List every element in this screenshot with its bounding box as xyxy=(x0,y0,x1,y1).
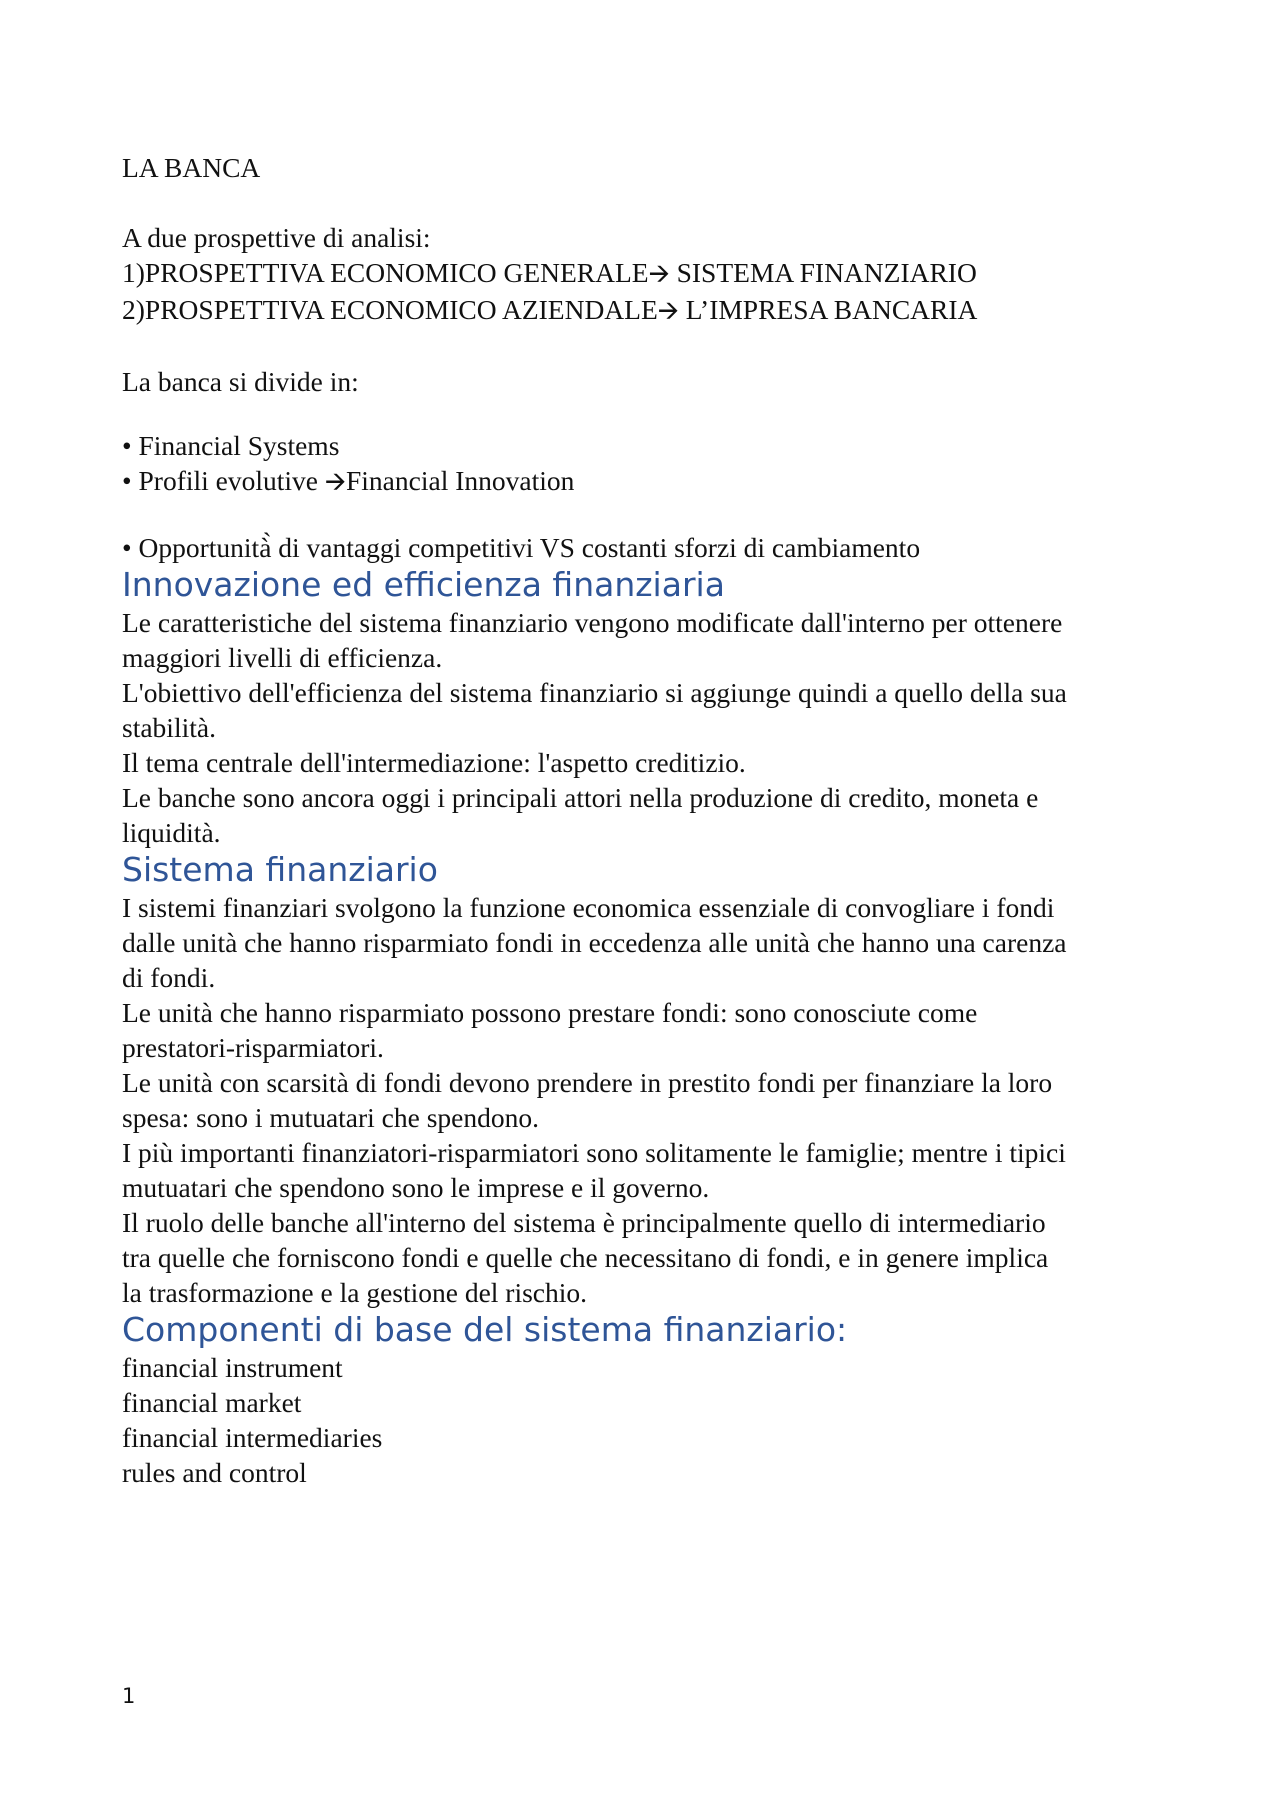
paragraph-line: tra quelle che forniscono fondi e quelle che necessitano di fondi, e in genere implica xyxy=(122,1242,1049,1273)
paragraph-line: dalle unità che hanno risparmiato fondi in eccedenza alle unità che hanno una carenza xyxy=(122,927,1067,958)
right-arrow-icon: 🡪 xyxy=(648,259,670,289)
perspective-2 xyxy=(122,292,1182,329)
paragraph-line: di fondi. xyxy=(122,962,216,993)
bullet-item: • Financial Systems xyxy=(122,430,340,461)
perspective-2-prefix: 2)PROSPETTIVA ECONOMICO AZIENDALE xyxy=(122,294,658,325)
paragraph-line: I più importanti finanziatori-risparmiatori sono solitamente le famiglie; mentre i tipici xyxy=(122,1137,1066,1168)
paragraph-line: mutuatari che spendono sono le imprese e il governo. xyxy=(122,1172,710,1203)
list-item: financial instrument xyxy=(122,1352,343,1383)
paragraph-line: stabilità. xyxy=(122,712,216,743)
divide-label: La banca si divide in: xyxy=(122,366,359,397)
bullet-item-target: Financial Innovation xyxy=(346,465,575,496)
paragraph-line: maggiori livelli di efficienza. xyxy=(122,642,443,673)
section-heading: Innovazione ed efficienza finanziaria xyxy=(122,565,725,604)
paragraph-line: I sistemi finanziari svolgono la funzione economica essenziale di convogliare i fondi xyxy=(122,892,1055,923)
document-title: LA BANCA xyxy=(122,152,261,183)
list-item: rules and control xyxy=(122,1457,307,1488)
paragraph-line: Le unità con scarsità di fondi devono prendere in prestito fondi per finanziare la loro xyxy=(122,1067,1053,1098)
paragraph-line: Il ruolo delle banche all'interno del sistema è principalmente quello di intermediario xyxy=(122,1207,1046,1238)
page-content xyxy=(122,150,1182,1490)
perspective-1-target: SISTEMA FINANZIARIO xyxy=(669,257,977,288)
perspective-2-target: L’IMPRESA BANCARIA xyxy=(678,294,978,325)
paragraph-line: L'obiettivo dell'efficienza del sistema finanziario si aggiunge quindi a quello della sua xyxy=(122,677,1067,708)
section-heading: Componenti di base del sistema finanziario: xyxy=(122,1310,848,1349)
paragraph-line: la trasformazione e la gestione del rischio. xyxy=(122,1277,588,1308)
paragraph-line: Le caratteristiche del sistema finanziario vengono modificate dall'interno per ottenere xyxy=(122,607,1063,638)
list-item: financial market xyxy=(122,1387,302,1418)
bullet-item: • Opportunità̀ di vantaggi competitivi VS costanti sforzi di cambiamento xyxy=(122,532,921,563)
bullet-item-prefix: • Profili evolutive xyxy=(122,465,325,496)
right-arrow-icon: 🡪 xyxy=(324,467,346,497)
page-number: 1 xyxy=(122,1684,136,1708)
perspective-1-prefix: 1)PROSPETTIVA ECONOMICO GENERALE xyxy=(122,257,649,288)
intro-lead: A due prospettive di analisi: xyxy=(122,222,431,253)
paragraph-line: liquidità. xyxy=(122,817,221,848)
paragraph-line: Le unità che hanno risparmiato possono prestare fondi: sono conosciute come xyxy=(122,997,978,1028)
paragraph-line: spesa: sono i mutuatari che spendono. xyxy=(122,1102,539,1133)
paragraph-line: Le banche sono ancora oggi i principali attori nella produzione di credito, moneta e xyxy=(122,782,1039,813)
section-heading: Sistema finanziario xyxy=(122,850,438,889)
list-item: financial intermediaries xyxy=(122,1422,383,1453)
paragraph-line: Il tema centrale dell'intermediazione: l'aspetto creditizio. xyxy=(122,747,746,778)
perspective-1 xyxy=(122,255,1182,292)
paragraph-line: prestatori-risparmiatori. xyxy=(122,1032,384,1063)
right-arrow-icon: 🡪 xyxy=(657,296,679,326)
bullet-item xyxy=(122,463,1182,500)
